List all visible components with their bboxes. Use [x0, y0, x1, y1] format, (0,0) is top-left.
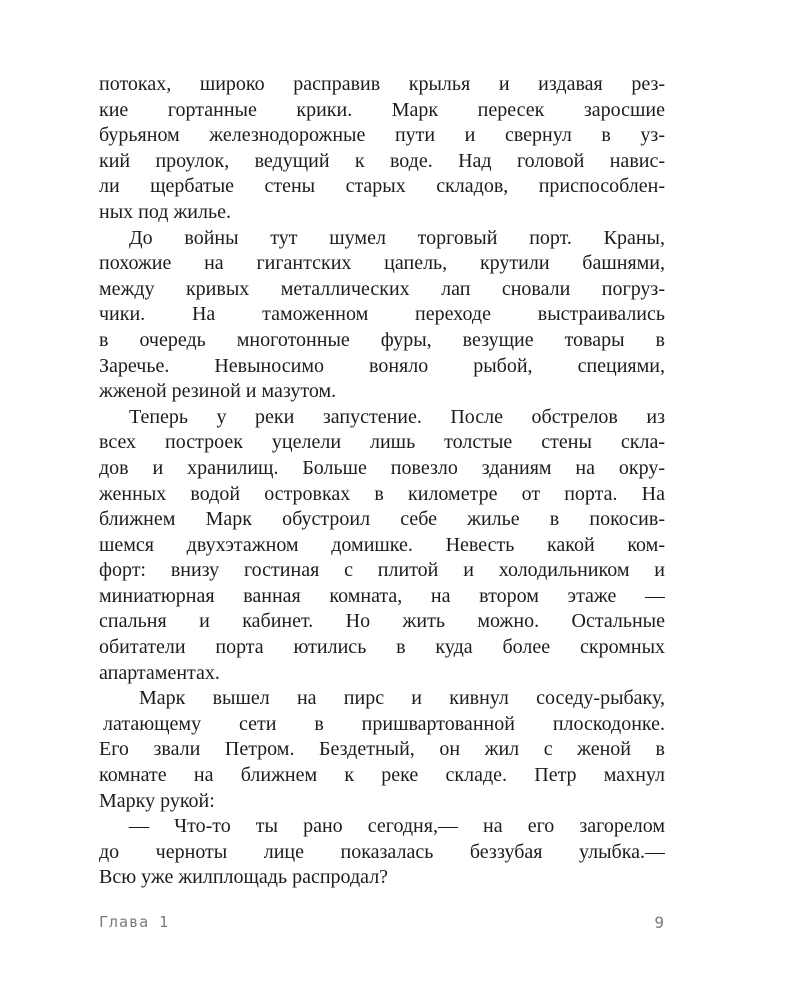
page-text-block	[99, 72, 665, 891]
text-line: ближнем Марк обустроил себе жилье в покосив-	[99, 508, 665, 531]
text-line: Его звали Петром. Бездетный, он жил с женой в	[99, 738, 665, 761]
text-line: дов и хранилищ. Больше повезло зданиям на окру-	[99, 456, 665, 479]
text-line: женных водой островках в километре от порта. На	[99, 482, 665, 505]
paragraph-3	[99, 405, 665, 687]
paragraph-5-dialogue	[99, 814, 665, 891]
text-line: кий проулок, ведущий к воде. Над головой навис-	[99, 149, 665, 172]
text-line: Марк вышел на пирс и кивнул соседу-рыбаку,	[139, 687, 665, 710]
paragraph-4	[99, 686, 665, 814]
text-line: бурьяном железнодорожные пути и свернул в уз-	[99, 124, 665, 147]
text-line: миниатюрная ванная комната, на втором этаже —	[99, 584, 665, 607]
text-line: похожие на гигантских цапель, крутили башнями,	[99, 252, 665, 275]
text-line: латающему сети в пришвартованной плоскодонке.	[103, 712, 665, 735]
text-line: между кривых металлических лап сновали погруз-	[99, 277, 665, 300]
text-line: Марку рукой:	[99, 789, 215, 812]
text-line: ли щербатые стены старых складов, приспособлен-	[99, 175, 665, 198]
text-line: потоках, широко расправив крылья и издавая рез-	[99, 73, 665, 95]
text-line: Всю уже жилплощадь распродал?	[99, 866, 389, 889]
page-footer	[99, 913, 665, 937]
chapter-label: Глава 1	[99, 913, 170, 931]
paragraph-2	[99, 226, 665, 405]
text-line: До войны тут шумел торговый порт. Краны,	[129, 226, 665, 249]
text-line: апартаментах.	[99, 661, 220, 684]
text-line: до черноты лице показалась беззубая улыбка.—	[99, 840, 665, 863]
text-line: всех построек уцелели лишь толстые стены скла-	[99, 431, 665, 454]
text-line: жженой резиной и мазутом.	[99, 380, 337, 403]
page-number: 9	[654, 913, 665, 932]
text-line: Теперь у реки запустение. После обстрелов из	[129, 405, 665, 428]
text-line: Заречье. Невыносимо воняло рыбой, специями,	[99, 354, 665, 377]
text-line: — Что-то ты рано сегодня,— на его загорелом	[129, 815, 665, 838]
text-line: комнате на ближнем к реке складе. Петр махнул	[99, 764, 665, 787]
text-line: форт: внизу гостиная с плитой и холодильником и	[99, 559, 665, 582]
text-line: спальня и кабинет. Но жить можно. Остальные	[99, 610, 665, 633]
text-line: кие гортанные крики. Марк пересек заросшие	[99, 98, 665, 121]
text-line: обитатели порта ютились в куда более скромных	[99, 636, 665, 659]
text-line: чики. На таможенном переходе выстраивались	[99, 303, 665, 326]
paragraph-1	[99, 72, 665, 226]
text-line: шемся двухэтажном домишке. Невесть какой ком-	[99, 533, 665, 556]
text-line: ных под жилье.	[99, 200, 231, 223]
text-line: в очередь многотонные фуры, везущие товары в	[99, 328, 665, 351]
